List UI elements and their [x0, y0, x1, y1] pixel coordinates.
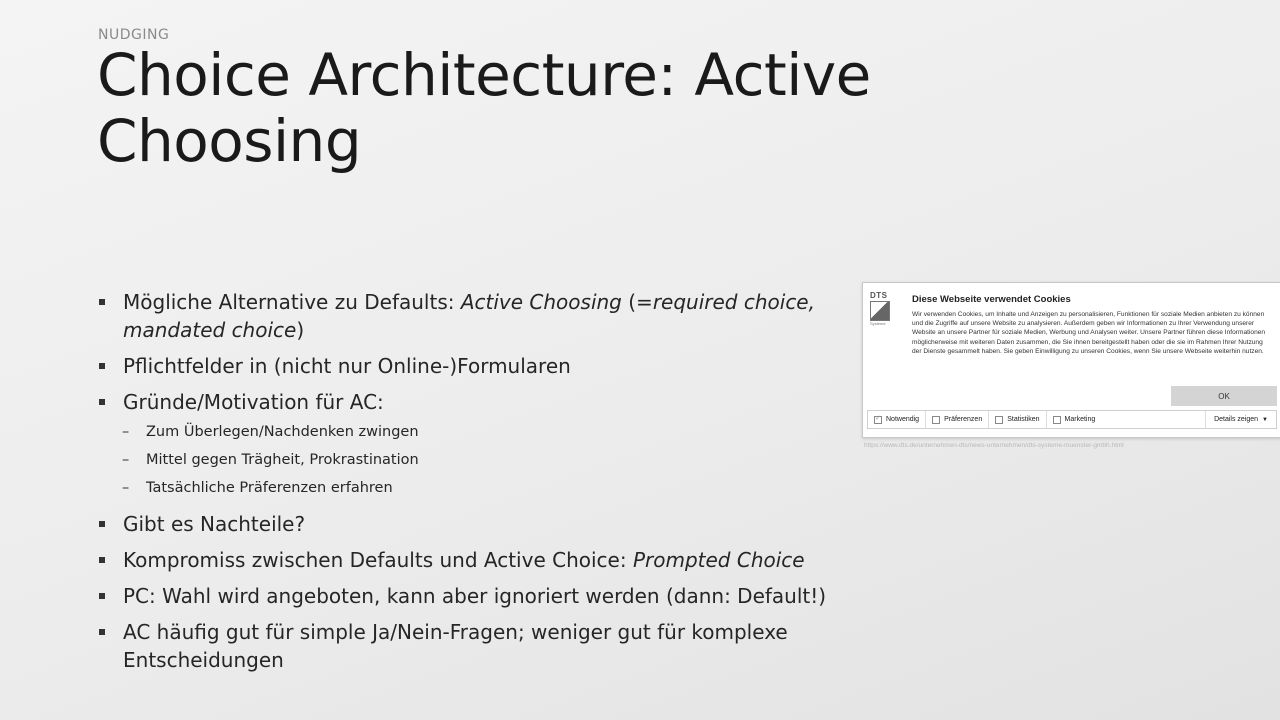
cookie-options-bar: [867, 410, 1277, 429]
checkbox-icon: [1053, 416, 1061, 424]
chevron-down-icon: ▼: [1262, 416, 1268, 423]
option-statistics[interactable]: [989, 411, 1046, 428]
bullet-text: (=: [621, 290, 653, 314]
details-toggle[interactable]: [1205, 411, 1276, 428]
bullet-emphasis: required choice, mandated choice: [123, 290, 815, 342]
logo-icon: [870, 301, 890, 321]
checkbox-checked-icon: [874, 416, 882, 424]
cookie-banner-screenshot: [862, 282, 1280, 438]
bullet-pflichtfelder: Pflichtfelder in (nicht nur Online-)Formularen: [98, 352, 828, 380]
bullet-emphasis: Prompted Choice: [632, 548, 805, 572]
slide-kicker: NUDGING: [98, 27, 170, 43]
cookie-text: Wir verwenden Cookies, um Inhalte und Anzeigen zu personalisieren, Funktionen für soziale Medien anbieten zu können und die Zugriffe auf unsere Website zu analysieren. Außerdem geben wir Informationen zu Ihrer Verwendung unserer Website an unsere Partner für soziale Medien, Werbung und Analysen weiter. Unsere Partner führen diese Informationen möglicherweise mit weiteren Daten zusammen, die Sie ihnen bereitgestellt haben oder die sie im Rahmen Ihrer Nutzung der Dienste gesammelt haben. Sie geben Einwilligung zu unseren Cookies, wenn Sie unsere Webseite weiterhin nutzen.: [912, 311, 1266, 355]
option-necessary[interactable]: [868, 411, 926, 428]
option-label: Statistiken: [1007, 416, 1040, 423]
option-label: Notwendig: [886, 416, 920, 423]
details-label: Details zeigen: [1214, 416, 1259, 423]
sub-bullet-traegheit: – Mittel gegen Trägheit, Prokrastination: [98, 450, 828, 470]
checkbox-icon: [995, 416, 1003, 424]
cookie-title: Diese Webseite verwendet Cookies: [912, 294, 1071, 305]
sub-bullet-praeferenzen: – Tatsächliche Präferenzen erfahren: [98, 478, 828, 498]
option-preferences[interactable]: [926, 411, 989, 428]
dts-logo: [870, 291, 892, 327]
bullet-nachteile: Gibt es Nachteile?: [98, 510, 828, 538]
bullet-list: [98, 288, 828, 682]
source-url: https://www.dts.de/unternehmen-dts/news-unternehmen/dts-systeme-muenster-gmbh.html: [864, 442, 1124, 449]
logo-text: DTS: [870, 291, 888, 300]
bullet-emphasis: Active Choosing: [460, 290, 622, 314]
slide-title: Choice Architecture: Active Choosing: [97, 41, 871, 175]
sub-bullet-ueberlegen: – Zum Überlegen/Nachdenken zwingen: [98, 422, 828, 442]
option-label: Marketing: [1064, 416, 1096, 423]
bullet-text: Mögliche Alternative zu Defaults:: [123, 290, 461, 314]
bullet-text: ): [296, 318, 305, 342]
bullet-ja-nein: AC häufig gut für simple Ja/Nein-Fragen; weniger gut für komplexe Entscheidungen: [98, 618, 828, 674]
checkbox-icon: [932, 416, 940, 424]
bullet-kompromiss: [98, 546, 828, 574]
logo-subtext: Systeme: [870, 321, 886, 326]
bullet-gruende: Gründe/Motivation für AC:: [98, 388, 828, 416]
ok-button[interactable]: OK: [1171, 386, 1277, 406]
bullet-active-choosing: [98, 288, 828, 344]
option-label: Präferenzen: [944, 416, 983, 423]
bullet-prompted-choice: PC: Wahl wird angeboten, kann aber ignoriert werden (dann: Default!): [98, 582, 828, 610]
option-marketing[interactable]: [1047, 411, 1102, 428]
bullet-text: Kompromiss zwischen Defaults und Active Choice:: [123, 548, 633, 572]
